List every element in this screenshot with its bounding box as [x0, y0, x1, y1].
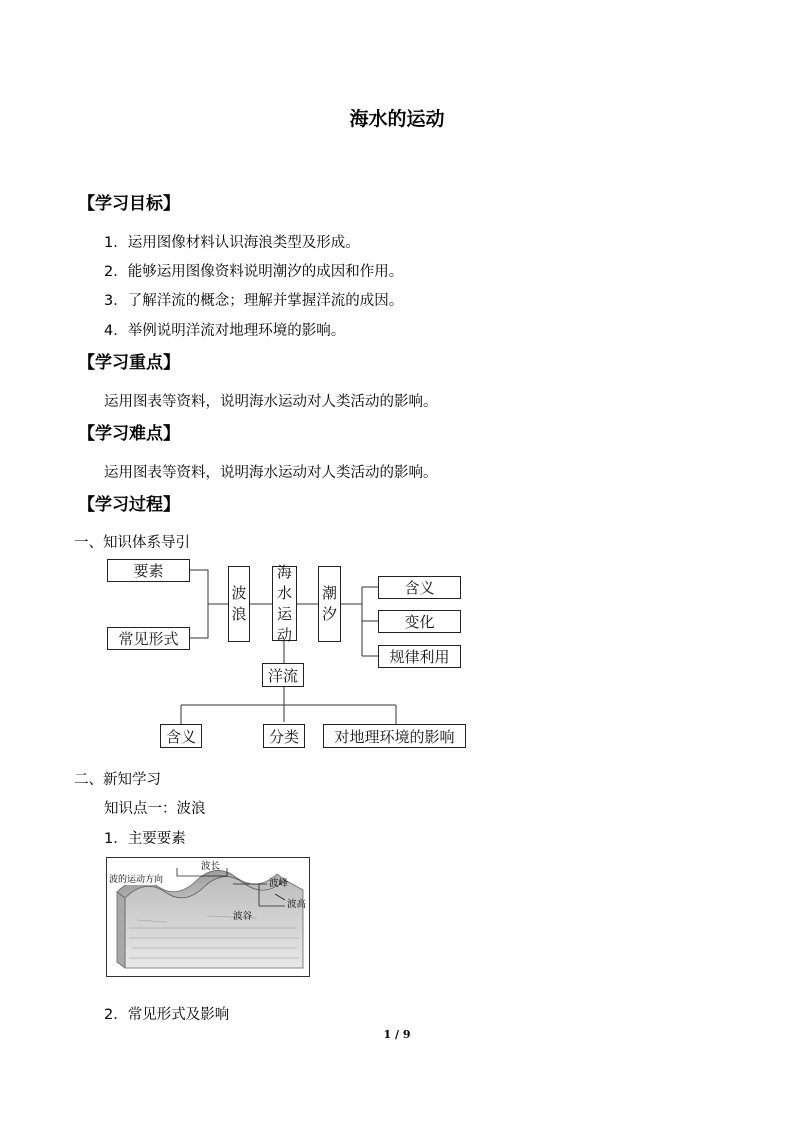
diagram-box-current-meaning: 含义 — [160, 724, 202, 748]
crest-label: 波峰 — [269, 878, 289, 889]
main-elements-heading: 1．主要要素 — [104, 831, 186, 847]
common-forms-heading: 2．常见形式及影响 — [104, 1007, 230, 1023]
diagram-box-current: 洋流 — [262, 663, 304, 687]
diagram-box-wave: 波 浪 — [228, 566, 250, 642]
diagram-box-tide-meaning: 含义 — [378, 576, 461, 599]
part-two-heading: 二、新知学习 — [74, 772, 161, 788]
goals-header: 【学习目标】 — [78, 194, 180, 214]
diagram-box-sea-motion: 海 水 运 动 — [272, 566, 297, 641]
page-number: 1 / 9 — [383, 1028, 411, 1041]
process-header: 【学习过程】 — [78, 495, 180, 515]
diagram-box-tide-change: 变化 — [378, 610, 461, 633]
knowledge-point-heading: 知识点一：波浪 — [104, 801, 206, 817]
part-one-heading: 一、知识体系导引 — [74, 535, 190, 551]
diagram-box-tide-rules: 规律利用 — [378, 645, 461, 668]
wave-height-label: 波高 — [287, 899, 307, 910]
goal-item: 3．了解洋流的概念；理解并掌握洋流的成因。 — [104, 293, 404, 309]
diagram-box-common-forms: 常见形式 — [107, 627, 190, 650]
key-text: 运用图表等资料，说明海水运动对人类活动的影响。 — [104, 394, 438, 410]
goal-item: 4．举例说明洋流对地理环境的影响。 — [104, 323, 346, 339]
diagram-box-elements: 要素 — [107, 559, 190, 582]
goal-item: 1．运用图像材料认识海浪类型及形成。 — [104, 235, 360, 251]
trough-label: 波谷 — [233, 911, 253, 922]
key-header: 【学习重点】 — [78, 353, 180, 373]
page-title: 海水的运动 — [349, 108, 445, 130]
difficulty-text: 运用图表等资料，说明海水运动对人类活动的影响。 — [104, 465, 438, 481]
wavelength-label: 波长 — [201, 861, 221, 872]
wave-direction-label: 波的运动方向 — [109, 872, 163, 885]
goal-item: 2．能够运用图像资料说明潮汐的成因和作用。 — [104, 264, 404, 280]
diagram-box-current-types: 分类 — [263, 724, 305, 748]
diagram-box-tide: 潮 汐 — [318, 566, 341, 642]
diagram-box-current-impact: 对地理环境的影响 — [323, 724, 466, 748]
difficulty-header: 【学习难点】 — [78, 424, 180, 444]
wave-figure — [106, 857, 310, 977]
